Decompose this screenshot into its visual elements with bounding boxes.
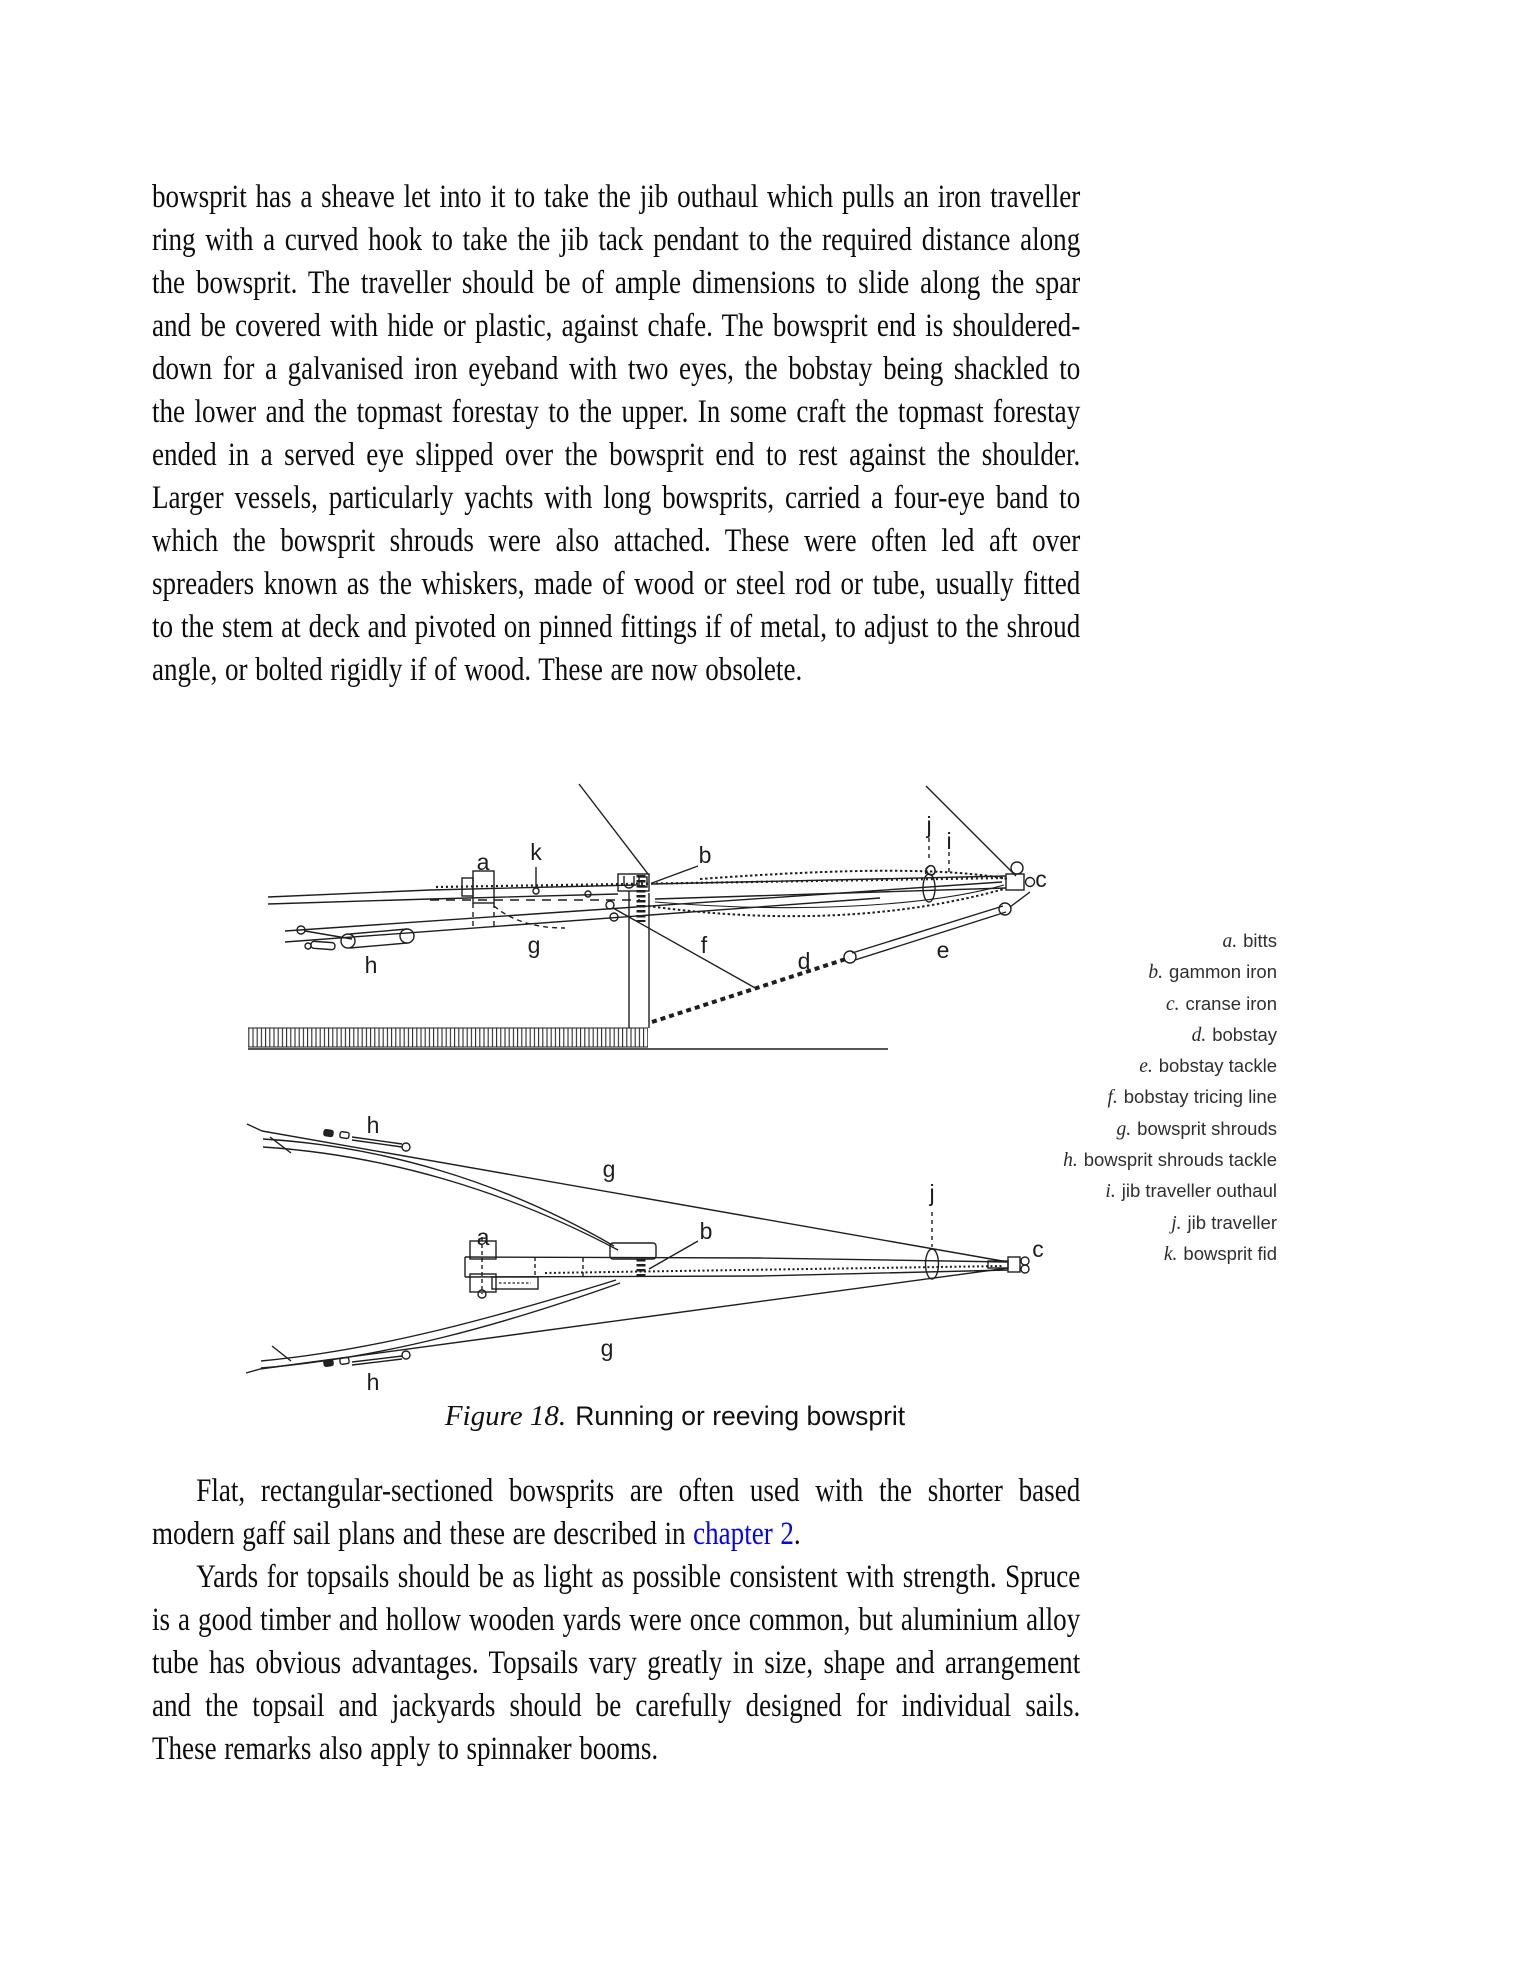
legend-label: gammon iron <box>1169 961 1277 983</box>
label-e-upper: e <box>936 937 950 963</box>
paragraph-flat <box>152 1470 1080 1556</box>
label-h-upper: h <box>364 952 378 978</box>
label-h-lower-bottom: h <box>366 1369 380 1395</box>
label-c-lower: c <box>1032 1236 1044 1262</box>
paragraph-yards: Yards for topsails should be as light as possible consistent with strength. Spruce is a good timber and hollow wooden yards were once common, but aluminium alloy tube has obvious advantages. Topsails vary greatly in size, shape and arrangement and the topsail and jackyards should be carefully designed for individual sails. These remarks also apply to spinnaker booms. <box>152 1559 1081 1767</box>
legend-key: e. <box>1139 1056 1153 1078</box>
figure-legend <box>780 926 1277 1270</box>
legend-item <box>780 1239 1277 1270</box>
legend-key: i. <box>1105 1181 1116 1203</box>
legend-label: bowsprit shrouds <box>1137 1117 1277 1139</box>
legend-key: d. <box>1191 1024 1207 1046</box>
label-b-lower: b <box>699 1218 713 1244</box>
legend-label: bobstay <box>1212 1023 1277 1045</box>
legend-key: b. <box>1148 962 1164 984</box>
figure-caption <box>140 1400 1210 1433</box>
legend-label: bitts <box>1243 930 1277 951</box>
legend-item <box>780 1145 1277 1176</box>
legend-label: bowsprit fid <box>1183 1242 1277 1264</box>
legend-item <box>780 926 1277 957</box>
legend-item <box>780 1082 1277 1113</box>
legend-item <box>780 1176 1277 1207</box>
legend-label: cranse iron <box>1185 992 1277 1014</box>
legend-key: h. <box>1063 1150 1078 1172</box>
label-g-lower-top: g <box>602 1156 616 1182</box>
label-k-upper: k <box>530 839 542 865</box>
legend-label: jib traveller <box>1187 1211 1277 1233</box>
legend-key: g. <box>1116 1118 1132 1140</box>
legend-key: a. <box>1222 931 1238 952</box>
label-i-upper: i <box>946 828 952 854</box>
legend-key: j. <box>1171 1212 1182 1234</box>
label-j-upper: j <box>926 812 932 838</box>
label-c-upper: c <box>1035 866 1047 892</box>
legend-key: c. <box>1165 993 1180 1015</box>
paragraph-flat-post: . <box>793 1516 801 1552</box>
legend-item <box>780 989 1277 1020</box>
label-a-lower: a <box>476 1224 490 1250</box>
legend-item <box>780 1208 1277 1239</box>
label-d-upper: d <box>797 948 811 974</box>
figure-caption-title: Running or reeving bowsprit <box>575 1401 906 1431</box>
legend-key: k. <box>1163 1243 1178 1265</box>
label-b-upper: b <box>698 842 712 868</box>
chapter-2-link[interactable]: chapter 2 <box>693 1516 794 1552</box>
legend-item <box>780 1051 1277 1082</box>
legend-key: f. <box>1107 1087 1118 1109</box>
legend-label: bowsprit shrouds tackle <box>1083 1149 1277 1171</box>
label-a-upper: a <box>476 849 490 875</box>
legend-label: bobstay tackle <box>1158 1055 1277 1077</box>
paragraph-top-text: bowsprit has a sheave let into it to take the jib outhaul which pulls an iron traveller ring with a curved hook to take the jib tack pendant to the required distance along the bowsprit. The traveller should be of ample dimensions to slide along the spar and be covered with hide or plastic, against chafe. The bowsprit end is shouldered-down for a galvanised iron eyeband with two eyes, the bobstay being shackled to the lower and the topmast forestay to the upper. In some craft the topmast forestay ended in a served eye slipped over the bowsprit end to rest against the shoulder. Larger vessels, particularly yachts with long bowsprits, carried a four-eye band to which the bowsprit shrouds were also attached. These were often led aft over spreaders known as the whiskers, made of wood or steel rod or tube, usually fitted to the stem at deck and pivoted on pinned fittings if of metal, to adjust to the shroud angle, or bolted rigidly if of wood. These are now obsolete. <box>152 179 1081 688</box>
legend-item <box>780 1114 1277 1145</box>
paragraph-bottom-block <box>152 1470 1080 1771</box>
legend-label: jib traveller outhaul <box>1121 1180 1277 1202</box>
figure-caption-number: Figure 18. <box>444 1400 567 1432</box>
label-g-upper: g <box>527 932 541 958</box>
label-f-upper: f <box>700 932 708 958</box>
legend-label: bobstay tricing line <box>1123 1086 1277 1108</box>
label-g-lower-bottom: g <box>600 1335 614 1361</box>
label-j-lower: j <box>929 1180 935 1206</box>
paragraph-flat-pre: Flat, rectangular-sectioned bowsprits are often used with the shorter based modern gaff sail plans and these are described in <box>152 1473 1081 1552</box>
label-h-lower-top: h <box>366 1112 380 1138</box>
legend-item <box>780 957 1277 988</box>
legend-item <box>780 1020 1277 1051</box>
